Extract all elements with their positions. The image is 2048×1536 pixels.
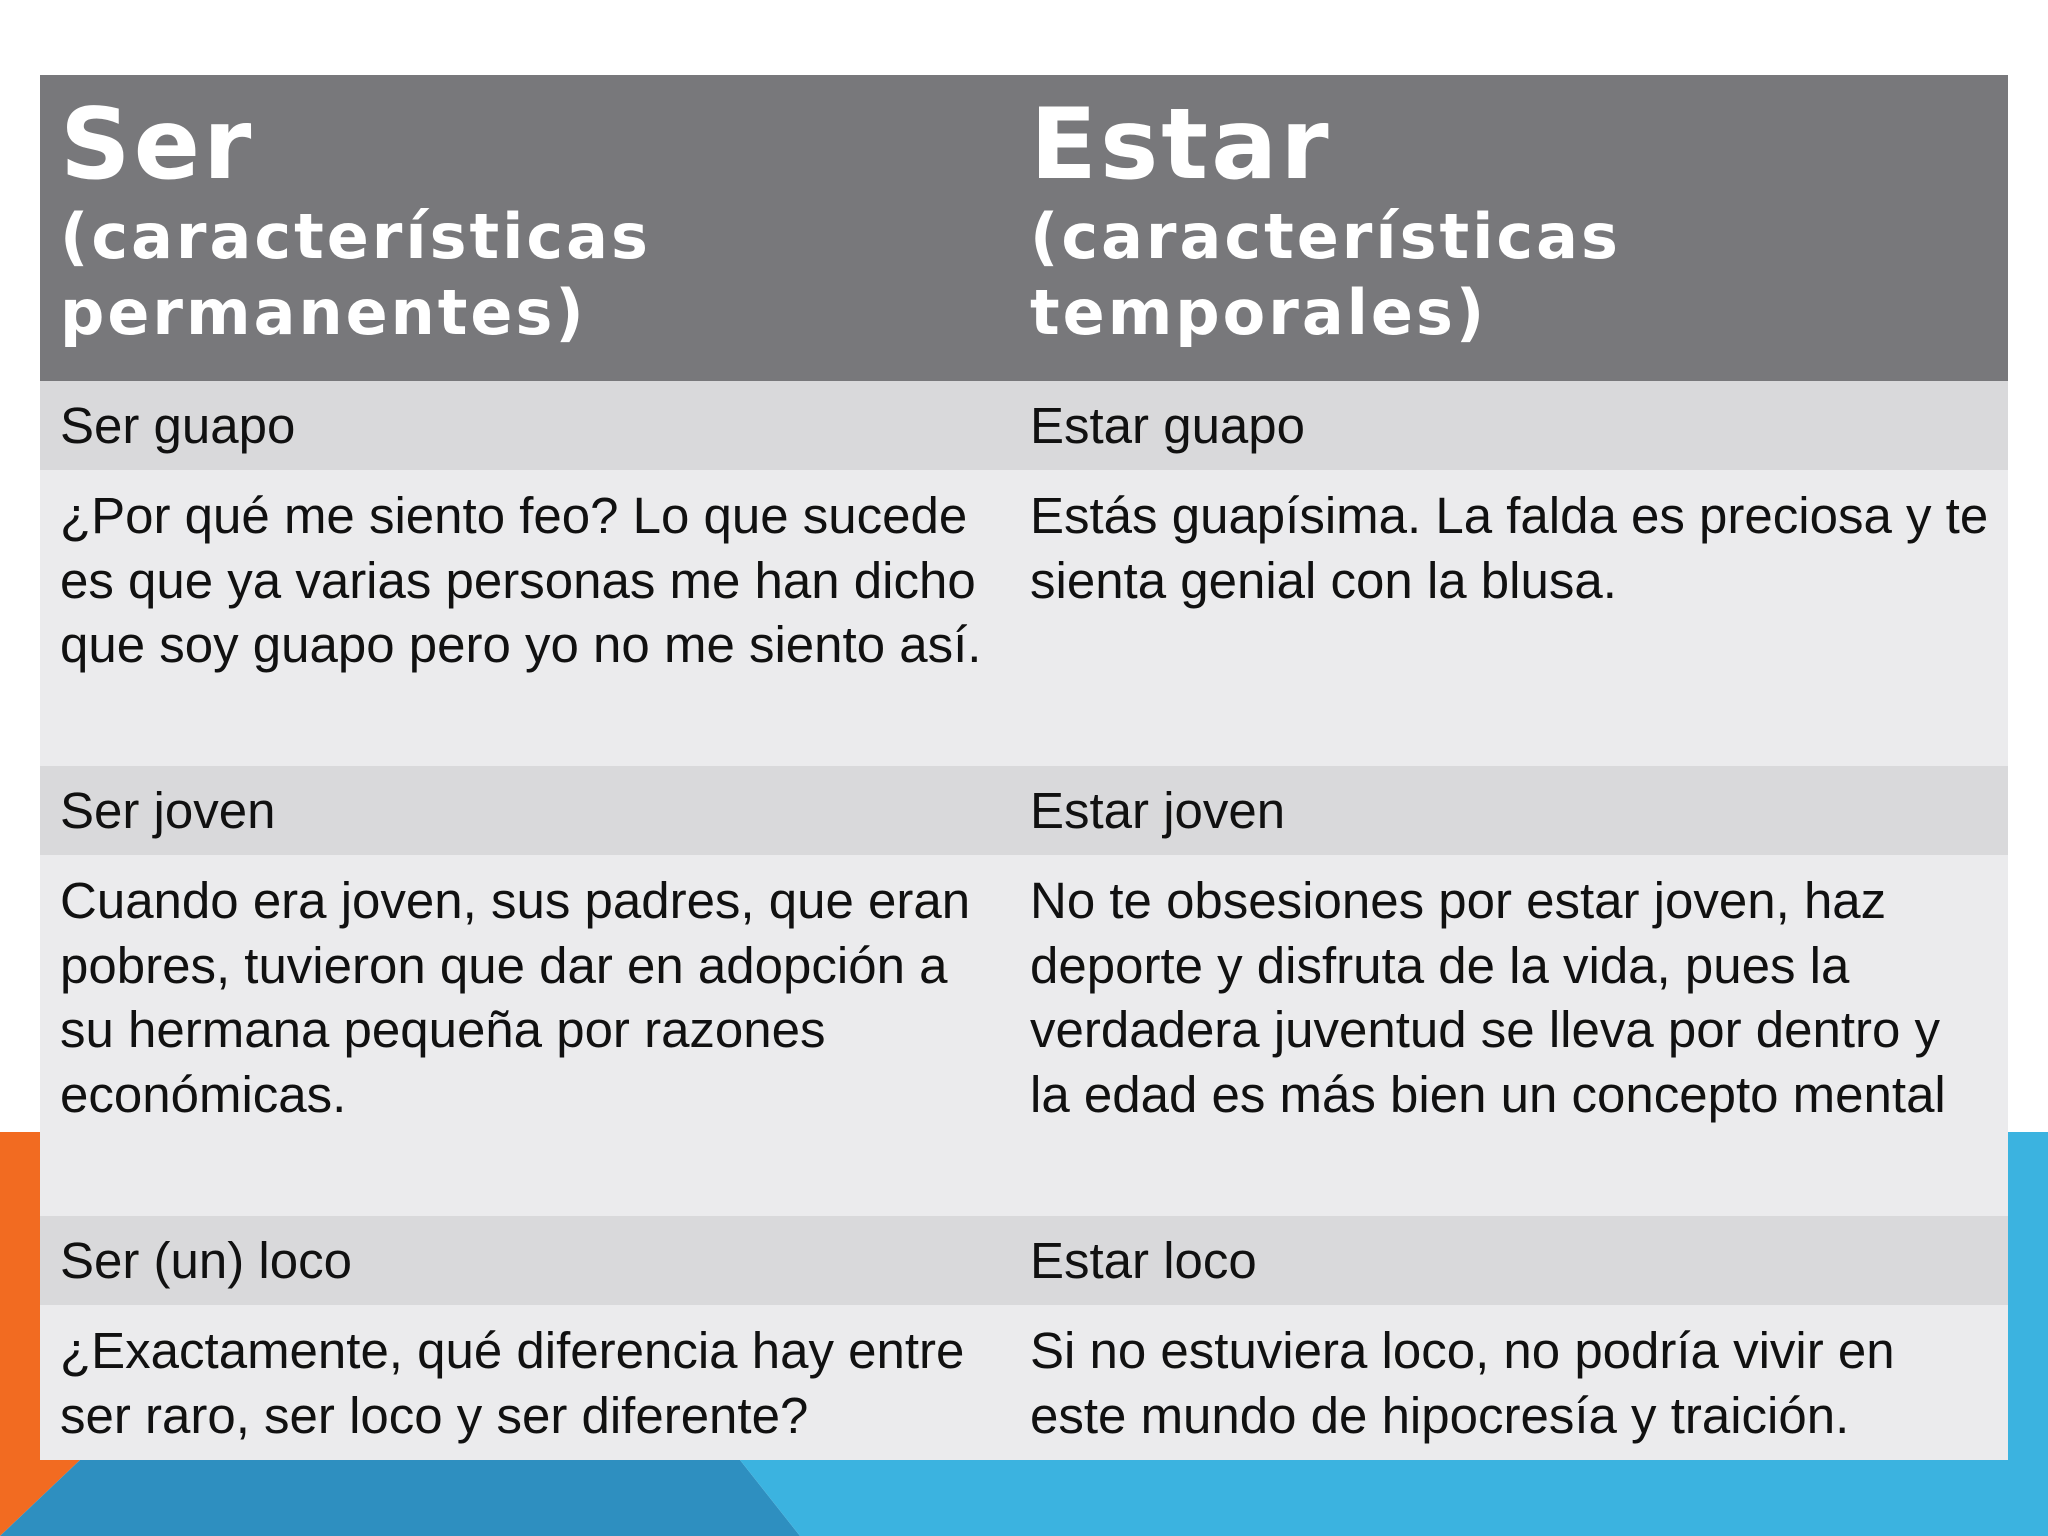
estar-label-cell: Estar joven	[1030, 782, 1286, 839]
ser-label-cell: Ser guapo	[60, 397, 296, 454]
header-estar-title: Estar	[1030, 88, 1332, 202]
table-row-label-guapo	[40, 381, 2008, 470]
ser-example-cell: ¿Exactamente, qué diferencia hay entre ser raro, ser loco y ser diferente?	[60, 1322, 965, 1444]
header-ser-subtitle: (características permanentes)	[60, 200, 651, 349]
header-estar-subtitle: (características temporales)	[1030, 200, 1621, 349]
table-row-example-guapo	[40, 470, 2008, 766]
estar-label-cell: Estar guapo	[1030, 397, 1306, 454]
table-row-label-loco	[40, 1216, 2008, 1305]
estar-example-cell: Estás guapísima. La falda es preciosa y te sienta genial con la blusa.	[1030, 487, 1989, 609]
header-estar-cell	[1025, 75, 2008, 381]
ser-example-cell: Cuando era joven, sus padres, que eran pobres, tuvieron que dar en adopción a su hermana pequeña por razones económicas.	[60, 872, 971, 1123]
ser-label-cell: Ser joven	[60, 782, 276, 839]
blue-accent-shape	[0, 1460, 800, 1536]
estar-label-cell: Estar loco	[1030, 1232, 1257, 1289]
estar-example-cell: Si no estuviera loco, no podría vivir en este mundo de hipocresía y traición.	[1030, 1322, 1895, 1444]
ser-estar-table	[40, 75, 2008, 1460]
ser-label-cell: Ser (un) loco	[60, 1232, 352, 1289]
ser-example-cell: ¿Por qué me siento feo? Lo que sucede es que ya varias personas me han dicho que soy guapo pero yo no me siento así.	[60, 487, 982, 673]
table-row-example-joven	[40, 855, 2008, 1216]
table-row-label-joven	[40, 766, 2008, 855]
header-ser-title: Ser	[60, 88, 255, 202]
estar-example-cell: No te obsesiones por estar joven, haz deporte y disfruta de la vida, pues la verdadera juventud se lleva por dentro y la edad es más bien un concepto mental	[1030, 872, 1946, 1123]
table-header-row	[40, 75, 2008, 381]
table-row-example-loco	[40, 1305, 2008, 1460]
header-ser-cell	[40, 75, 1025, 381]
